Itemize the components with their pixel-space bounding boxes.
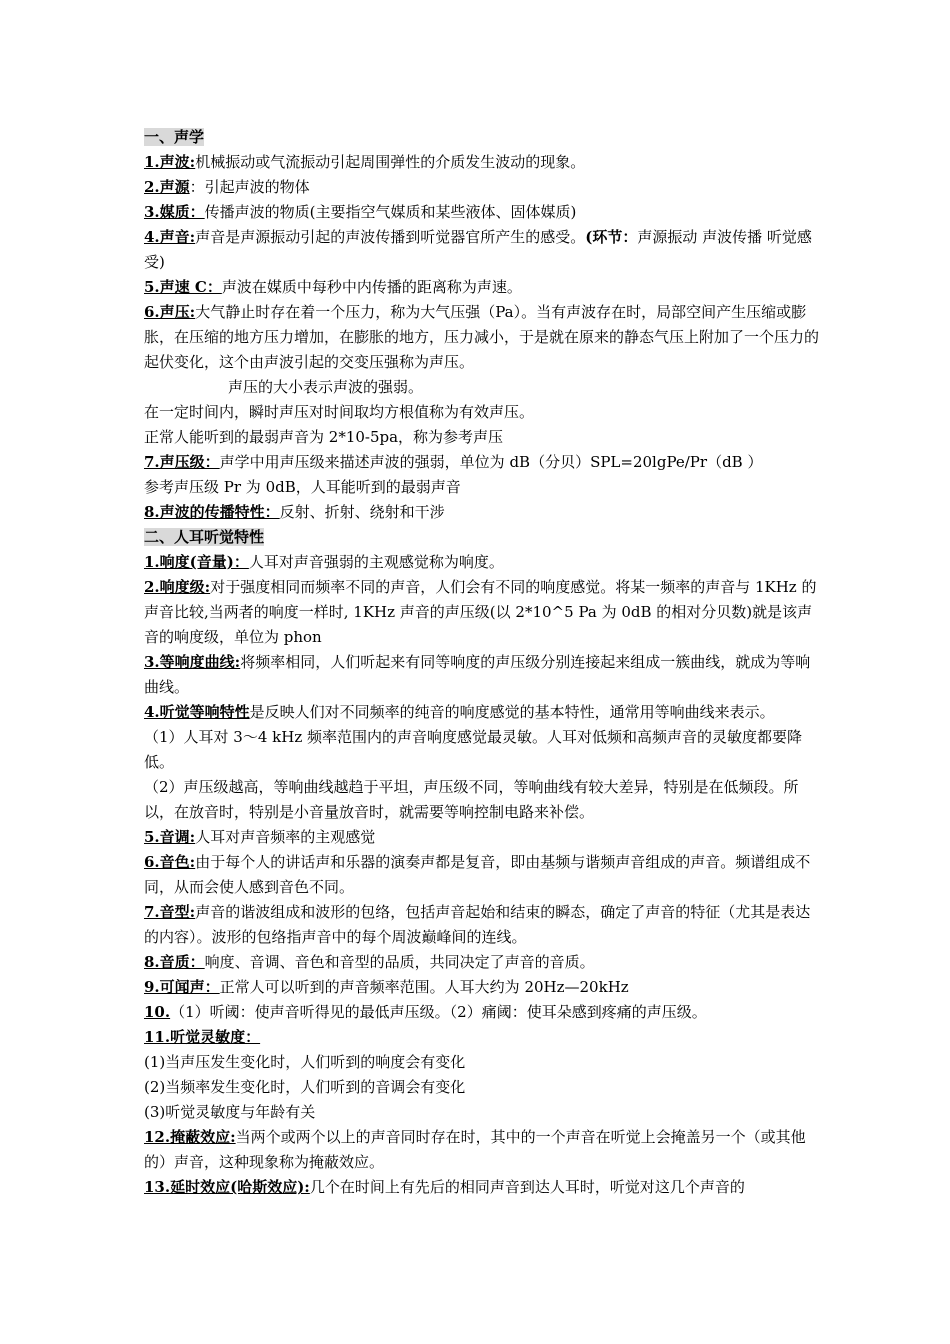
item-audible-range: 9.可闻声：正常人可以听到的声音频率范围。人耳大约为 20Hz—20kHz [144, 978, 629, 996]
item-timbre: 6.音色:由于每个人的讲话声和乐器的演奏声都是复音，即由基频与谐频声音组成的声音。频谱组成不同，从而会使人感到音色不同。 [144, 853, 811, 896]
reference-spl-note: 参考声压级 Pr 为 0dB，人耳能听到的最弱声音 [144, 478, 461, 496]
item-sound-type: 7.音型:声音的谐波组成和波形的包络，包括声音起始和结束的瞬态，确定了声音的特征（尤其是表达的内容）。波形的包络指声音中的每个周波巅峰间的连线。 [144, 903, 811, 946]
item-hearing-sensitivity: 11.听觉灵敏度： [144, 1028, 261, 1046]
equal-loudness-point-1: （1）人耳对 3～4 kHz 频率范围内的声音响度感觉最灵敏。人耳对低频和高频声音的灵敏度都要降低。 [144, 728, 803, 771]
effective-pressure-note: 在一定时间内，瞬时声压对时间取均方根值称为有效声压。 [144, 403, 535, 421]
item-equal-loudness-curve: 3.等响度曲线:将频率相同，人们听起来有同等响度的声压级分别连接起来组成一簇曲线，就成为等响曲线。 [144, 653, 811, 696]
item-sound-quality: 8.音质：响度、音调、音色和音型的品质，共同决定了声音的音质。 [144, 953, 595, 971]
sensitivity-point-1: (1)当声压发生变化时，人们听到的响度会有变化 [144, 1053, 466, 1071]
sound-pressure-note: 声压的大小表示声波的强弱。 [228, 378, 424, 396]
item-medium: 3.媒质：传播声波的物质(主要指空气媒质和某些液体、固体媒质) [144, 203, 577, 221]
item-pitch: 5.音调:人耳对声音频率的主观感觉 [144, 828, 376, 846]
item-sound: 4.声音:声音是声源振动引起的声波传播到听觉器官所产生的感受。(环节：声源振动 声波传播 听觉感受) [144, 228, 812, 271]
item-sound-speed: 5.声速 C：声波在媒质中每秒中内传播的距离称为声速。 [144, 278, 522, 296]
item-thresholds: 10.（1）听阈：使声音听得见的最低声压级。（2）痛阈：使耳朵感到疼痛的声压级。 [144, 1003, 707, 1021]
equal-loudness-point-2: （2）声压级越高，等响曲线越趋于平坦，声压级不同，等响曲线有较大差异，特别是在低频段。所以，在放音时，特别是小音量放音时，就需要等响控制电路来补偿。 [144, 778, 799, 821]
document-body [144, 125, 820, 1200]
sensitivity-point-2: (2)当频率发生变化时，人们听到的音调会有变化 [144, 1078, 466, 1096]
reference-pressure-note: 正常人能听到的最弱声音为 2*10-5pa，称为参考声压 [144, 428, 504, 446]
section-heading-hearing: 二、人耳听觉特性 [144, 528, 265, 546]
section-heading-acoustics: 一、声学 [144, 128, 205, 146]
item-loudness: 1.响度(音量)：人耳对声音强弱的主观感觉称为响度。 [144, 553, 504, 571]
item-equal-loudness-property: 4.听觉等响特性是反映人们对不同频率的纯音的响度感觉的基本特性，通常用等响曲线来表示。 [144, 703, 775, 721]
item-loudness-level: 2.响度级:对于强度相同而频率不同的声音，人们会有不同的响度感觉。将某一频率的声音与 1KHz 的声音比较,当两者的响度一样时, 1KHz 声音的声压级(以 2*10^5 Pa 为 0dB 的相对分贝数)就是该声音的响度级，单位为 phon [144, 578, 817, 646]
sensitivity-point-3: (3)听觉灵敏度与年龄有关 [144, 1103, 316, 1121]
item-sound-pressure: 6.声压:大气静止时存在着一个压力，称为大气压强（Pa）。当有声波存在时，局部空间产生压缩或膨胀，在压缩的地方压力增加，在膨胀的地方，压力减小，于是就在原来的静态气压上附加了一个压力的起伏变化，这个由声波引起的交变压强称为声压。 [144, 303, 820, 371]
item-propagation: 8.声波的传播特性：反射、折射、绕射和干涉 [144, 503, 445, 521]
item-sound-source: 2.声源：引起声波的物体 [144, 178, 310, 196]
item-spl: 7.声压级：声学中用声压级来描述声波的强弱，单位为 dB（分贝）SPL=20lgPe/Pr（dB ） [144, 453, 763, 471]
item-masking-effect: 12.掩蔽效应:当两个或两个以上的声音同时存在时，其中的一个声音在听觉上会掩盖另一个（或其他的）声音，这种现象称为掩蔽效应。 [144, 1128, 806, 1171]
item-sound-wave: 1.声波:机械振动或气流振动引起周围弹性的介质发生波动的现象。 [144, 153, 586, 171]
item-haas-effect: 13.延时效应(哈斯效应):几个在时间上有先后的相同声音到达人耳时，听觉对这几个声音的 [144, 1178, 745, 1196]
